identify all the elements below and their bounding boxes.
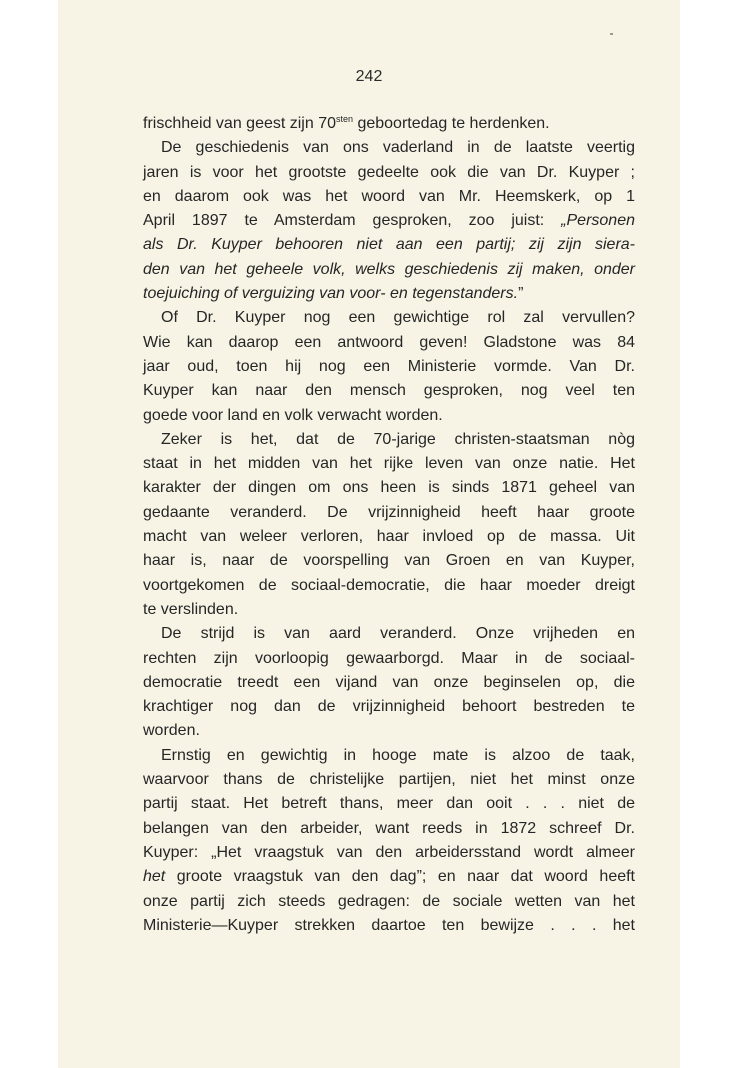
text-run: geboortedag te herdenken. — [353, 115, 550, 132]
text-run: macht van weleer verloren, haar invloed op de massa. Uit — [143, 528, 635, 546]
text-line — [143, 768, 635, 792]
text-line — [143, 428, 635, 452]
superscript: sten — [336, 114, 354, 124]
text-run: te verslinden. — [143, 600, 239, 618]
text-line — [143, 792, 635, 816]
body-text — [143, 112, 635, 938]
text-line — [143, 865, 635, 889]
text-line — [143, 501, 635, 525]
text-run: democratie treedt een vijand van onze beginselen op, die — [143, 673, 635, 691]
text-line — [143, 914, 635, 938]
text-line — [143, 355, 635, 379]
text-line — [143, 258, 635, 282]
page-number: 242 — [355, 68, 383, 85]
text-run: April 1897 te Amsterdam gesproken, zoo juist: — [143, 212, 562, 230]
text-line — [143, 233, 635, 257]
text-line — [143, 452, 635, 476]
text-line — [143, 282, 635, 306]
text-line — [143, 719, 635, 743]
text-line — [143, 671, 635, 695]
text-run: karakter der dingen om ons heen is sinds 1871 geheel van — [143, 479, 635, 497]
text-run: en daarom ook was het woord van Mr. Heemskerk, op 1 — [143, 187, 635, 205]
italic-run: „Personen — [561, 212, 635, 230]
text-line — [143, 549, 635, 573]
text-line — [143, 136, 635, 160]
text-run: Ministerie—Kuyper strekken daartoe ten bewijze . . . het — [143, 916, 635, 934]
text-line — [143, 695, 635, 719]
text-line — [143, 525, 635, 549]
text-line — [143, 331, 635, 355]
text-run: voortgekomen de sociaal-democratie, die haar moeder dreigt — [143, 576, 635, 594]
text-line — [143, 647, 635, 671]
text-run: staat in het midden van het rijke leven van onze natie. Het — [143, 455, 635, 473]
text-run: Wie kan daarop een antwoord geven! Gladstone was 84 — [143, 333, 635, 351]
text-run: De geschiedenis van ons vaderland in de laatste veertig — [161, 139, 635, 157]
italic-run: het — [143, 868, 166, 886]
text-run: ” — [518, 285, 524, 303]
text-line — [143, 185, 635, 209]
speck — [610, 33, 613, 35]
text-line — [143, 161, 635, 185]
text-line — [143, 890, 635, 914]
text-run: gedaante veranderd. De vrijzinnigheid heeft haar groote — [143, 503, 635, 521]
italic-run: toejuiching of verguizing van voor- en tegenstanders. — [143, 285, 519, 303]
text-run: Kuyper: „Het vraagstuk van den arbeidersstand wordt almeer — [143, 843, 635, 861]
text-run: Ernstig en gewichtig in hooge mate is alzoo de taak, — [161, 746, 635, 764]
text-run: De strijd is van aard veranderd. Onze vrijheden en — [161, 625, 635, 643]
text-line — [143, 379, 635, 403]
book-page — [58, 0, 680, 1068]
text-run: belangen van den arbeider, want reeds in 1872 schreef Dr. — [143, 819, 635, 837]
text-line — [143, 817, 635, 841]
text-run: haar is, naar de voorspelling van Groen en van Kuyper, — [143, 552, 635, 570]
text-run: frischheid van geest zijn 70 — [143, 115, 336, 132]
text-run: jaar oud, toen hij nog een Ministerie vormde. Van Dr. — [143, 357, 635, 375]
text-run: Kuyper kan naar den mensch gesproken, nog veel ten — [143, 382, 635, 400]
text-line — [143, 476, 635, 500]
text-run: waarvoor thans de christelijke partijen, niet het minst onze — [143, 771, 635, 789]
text-run: jaren is voor het grootste gedeelte ook die van Dr. Kuyper ; — [143, 163, 635, 181]
text-run: goede voor land en volk verwacht worden. — [143, 406, 443, 424]
text-run: partij staat. Het betreft thans, meer dan ooit . . . niet de — [143, 795, 635, 813]
text-line — [143, 306, 635, 330]
text-run: worden. — [143, 722, 200, 740]
text-run: rechten zijn voorloopig gewaarborgd. Maar in de sociaal- — [143, 649, 635, 667]
text-line — [143, 744, 635, 768]
text-run: den van het geheele volk, welks geschiedenis zij maken, onder — [143, 260, 635, 278]
text-line — [143, 574, 635, 598]
text-line — [143, 112, 635, 136]
text-run: krachtiger nog dan de vrijzinnigheid behoort bestreden te — [143, 698, 635, 716]
text-run: Of Dr. Kuyper nog een gewichtige rol zal vervullen? — [161, 309, 635, 327]
text-line — [143, 622, 635, 646]
text-line — [143, 209, 635, 233]
text-run: onze partij zich steeds gedragen: de sociale wetten van het — [143, 892, 635, 910]
text-line — [143, 598, 635, 622]
text-run: groote vraagstuk van den dag”; en naar dat woord heeft — [165, 868, 635, 886]
text-run: als Dr. Kuyper behooren niet aan een partij; zij zijn siera- — [143, 236, 635, 254]
text-run: Zeker is het, dat de 70-jarige christen-staatsman nòg — [161, 430, 635, 448]
text-line — [143, 404, 635, 428]
text-line — [143, 841, 635, 865]
